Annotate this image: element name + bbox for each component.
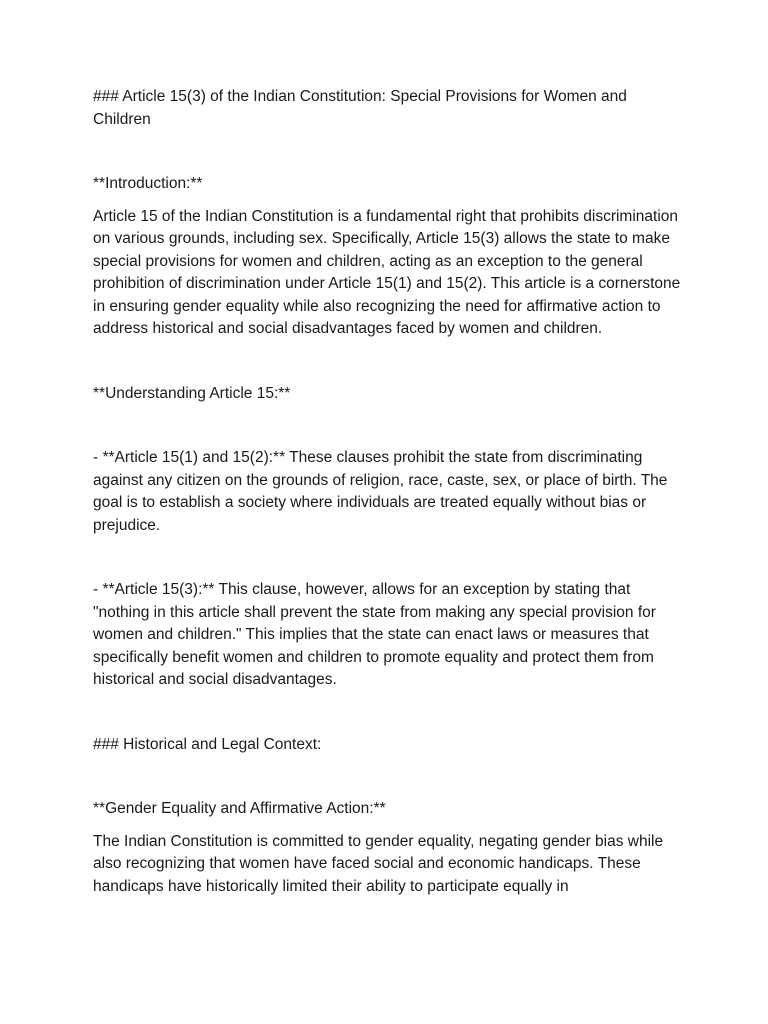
introduction-heading: **Introduction:** bbox=[93, 175, 203, 192]
document-title: ### Article 15(3) of the Indian Constitution: Special Provisions for Women and Children bbox=[93, 88, 627, 128]
gender-equality-paragraph: The Indian Constitution is committed to gender equality, negating gender bias while also recognizing that women have faced social and economic handicaps. These handicaps have historically limited their ability to participate equally in bbox=[93, 832, 664, 895]
context-heading: ### Historical and Legal Context: bbox=[93, 735, 322, 753]
gender-equality-heading: **Gender Equality and Affirmative Action:** bbox=[93, 800, 386, 817]
bullet-article-15-1-2: - **Article 15(1) and 15(2):** These clauses prohibit the state from discriminating against any citizen on the grounds of religion, race, caste, sex, or place of birth. The goal is to establish a society where individuals are treated equally without bias or prejudice. bbox=[93, 449, 668, 534]
document-body bbox=[93, 86, 683, 898]
understanding-heading: **Understanding Article 15:** bbox=[93, 384, 291, 402]
introduction-paragraph: Article 15 of the Indian Constitution is a fundamental right that prohibits discrimination on various grounds, including sex. Specifically, Article 15(3) allows the state to make special provisions for women and children, acting as an exception to the general prohibition of discrimination under Article 15(1) and 15(2). This article is a cornerstone in ensuring gender equality while also recognizing the need for affirmative action to address historical and social disadvantages faced by women and children. bbox=[93, 207, 681, 337]
bullet-article-15-3: - **Article 15(3):** This clause, however, allows for an exception by stating that "nothing in this article shall prevent the state from making any special provision for women and children." This implies that the state can enact laws or measures that specifically benefit women and children to promote equality and protect them from historical and social disadvantages. bbox=[93, 581, 656, 688]
